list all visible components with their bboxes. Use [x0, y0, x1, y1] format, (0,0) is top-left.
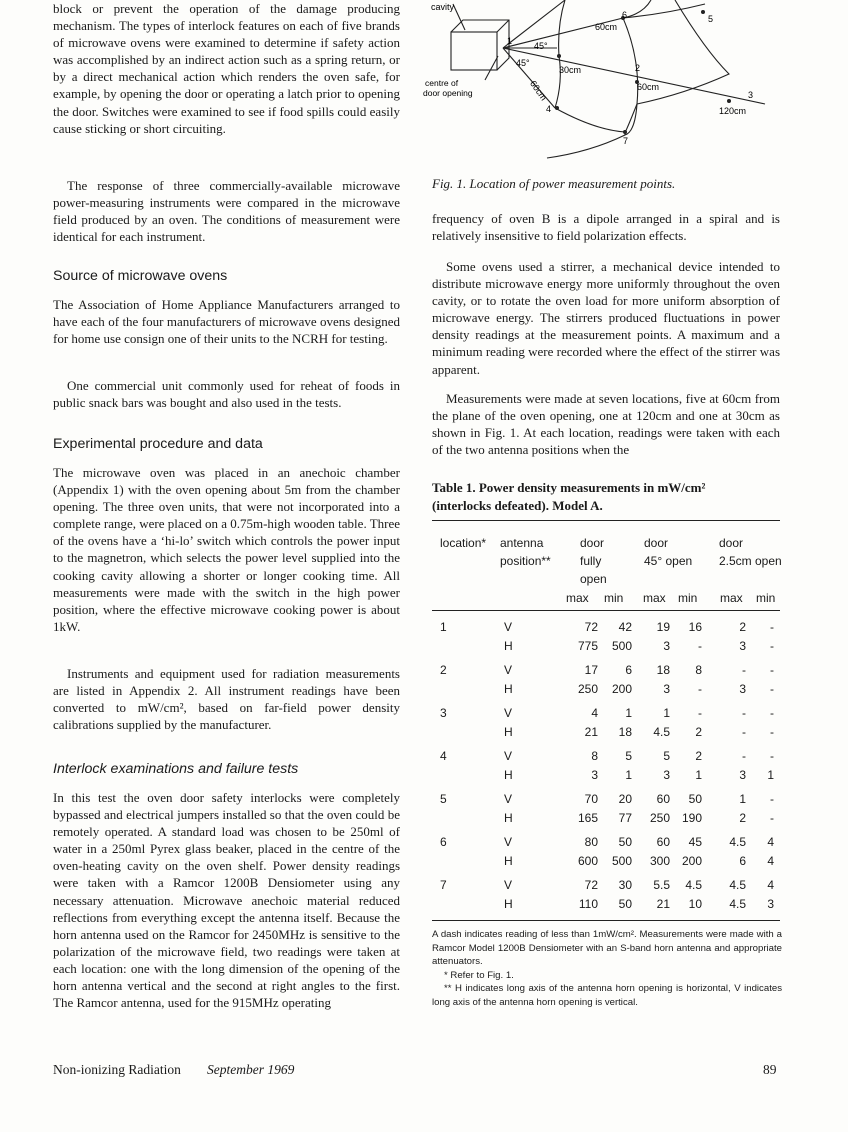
table-cell: 4 [591, 706, 598, 720]
table-cell: 4.5 [653, 725, 670, 739]
table-cell: - [742, 749, 746, 763]
table-cell: 4 [767, 878, 774, 892]
label-centre-2: door opening [423, 88, 473, 98]
point-4-label: 4 [546, 104, 552, 114]
header-door-full-2: fully [580, 554, 602, 568]
table-cell: 72 [584, 878, 598, 892]
table-cell: 165 [577, 811, 598, 825]
table-cell: 60 [656, 792, 670, 806]
table-cell: 4.5 [729, 835, 746, 849]
paragraph-interlock-types: block or prevent the operation of the damage producing mechanism. The types of interlock features on each of five brands of microwave ovens were examined to determine if safety action was accomplished by an indirect action such as a spring return, or by a direct mechanical action which renders the oven safe, for example, by opening the door or operating a latch prior to opening the door. Switches were examined to see if food spills could easily cause sticking or short circuiting. [53, 1, 400, 136]
table-cell: 18 [656, 663, 670, 677]
table-cell: 21 [584, 725, 598, 739]
table-cell: 3 [591, 768, 598, 782]
label-60cm-right: 60cm [637, 82, 660, 92]
table-cell: 18 [618, 725, 632, 739]
table-cell: 1 [663, 706, 670, 720]
header-door-45-1: door [644, 536, 669, 550]
point-5-label: 5 [708, 14, 714, 24]
heading-interlock: Interlock examinations and failure tests [53, 761, 299, 777]
table-cell: 1 [767, 768, 774, 782]
table-cell: 3 [739, 682, 746, 696]
table-cell: - [742, 725, 746, 739]
oven-cavity-box [451, 32, 497, 70]
table-cell: - [770, 663, 774, 677]
header-antenna-1: antenna [500, 536, 544, 550]
paragraph-commercial: One commercial unit commonly used for reheat of foods in public snack bars was bought and also used in the tests. [53, 378, 400, 411]
table-cell: - [770, 706, 774, 720]
table-cell: 50 [618, 897, 632, 911]
table-cell: 5 [625, 749, 632, 763]
paragraph-interlock-test: In this test the oven door safety interlocks were completely bypassed and electrical jumpers installed so that the oven could be remotely operated. A standard load was chosen to be 250ml of water in a 250ml Pyrex glass beaker, placed in the centre of the oven-heating cavity on the oven shelf. Power density readings were taken with a Ramcor 1200B Densiometer using any necessary attenuation. Microwave anechoic material reduced reflections from everything except the antenna itself. Because the horn antenna used on the Ramcor for 2450MHz is sensitive to the polarization of the microwave field, two readings were taken at each location: one with the long dimension of the opening of the horn antenna vertical and the second at right angles to the first. The Ramcor antenna, used for the 915MHz operating [53, 790, 400, 1011]
figure-1 [415, 0, 848, 200]
footer-journal: Non-ionizing Radiation [53, 1062, 181, 1077]
table-cell: 250 [577, 682, 598, 696]
note-refer: * Refer to Fig. 1. [444, 969, 514, 981]
table-cell: 7 [440, 878, 447, 892]
header-min-3: min [756, 591, 776, 605]
table-notes [432, 928, 782, 1010]
label-30cm: 30cm [559, 65, 582, 75]
table-cell: - [742, 663, 746, 677]
figure-caption: Fig. 1. Location of power measurement points. [432, 176, 676, 191]
point-3-label: 3 [748, 90, 754, 100]
table-cell: 60 [656, 835, 670, 849]
table-cell: H [504, 811, 513, 825]
table-cell: H [504, 682, 513, 696]
table-cell: 1 [625, 768, 632, 782]
heading-source: Source of microwave ovens [53, 268, 228, 284]
table-cell: 250 [649, 811, 670, 825]
paragraph-stirrer: Some ovens used a stirrer, a mechanical device intended to distribute microwave energy more uniformly throughout the oven cavity, or to rotate the oven load for more uniform absorption of microwave energy. The stirrers produced fluctuations in power density readings at the measurement points. A maximum and a minimum reading were recorded where the effect of the stirrer was apparent. [432, 259, 780, 377]
table-cell: 775 [577, 639, 598, 653]
table-cell: 16 [688, 620, 702, 634]
table-cell: 1 [695, 768, 702, 782]
table-cell: 6 [739, 854, 746, 868]
table-cell: - [770, 792, 774, 806]
label-angle-top: 45° [534, 41, 548, 51]
paragraph-measurements: Measurements were made at seven locations, five at 60cm from the plane of the oven opening, one at 120cm and one at 30cm as shown in Fig. 1. At each location, readings were taken with each of the two antenna positions when the [432, 391, 780, 458]
table-cell: 50 [688, 792, 702, 806]
table-cell: 4.5 [729, 897, 746, 911]
table-cell: V [504, 749, 513, 763]
table-cell: V [504, 663, 513, 677]
point-6-label: 6 [622, 10, 628, 20]
table-cell: 19 [656, 620, 670, 634]
table-cell: 2 [739, 620, 746, 634]
table-cell: - [770, 682, 774, 696]
note-h-v: ** H indicates long axis of the antenna horn opening is horizontal, V indicates long axis of the antenna horn opening is vertical. [432, 983, 782, 1008]
table-title-line-1: Table 1. Power density measurements in mW/cm² [432, 480, 706, 495]
note-dash: A dash indicates reading of less than 1mW/cm². Measurements were made with a Ramcor Model 1200B Densiometer with an S-band horn antenna and appropriate attenuators. [432, 929, 782, 968]
table-cell: V [504, 706, 513, 720]
table-cell: 500 [611, 854, 632, 868]
table-cell: V [504, 835, 513, 849]
table-cell: 45 [688, 835, 702, 849]
paragraph-association: The Association of Home Appliance Manufacturers arranged to have each of the four manufacturers of microwave ovens designed for home use consign one of their units to the NCRH for testing. [53, 297, 400, 347]
table-cell: 4 [767, 854, 774, 868]
label-60cm-top: 60cm [595, 22, 618, 32]
table-cell: - [770, 811, 774, 825]
header-min-1: min [604, 591, 624, 605]
power-density-table [432, 520, 782, 920]
label-60cm-diag: 60cm [527, 78, 549, 103]
table-cell: 3 [663, 768, 670, 782]
table-cell: 3 [767, 897, 774, 911]
header-door-45-2: 45° open [644, 554, 693, 568]
table-cell: 300 [649, 854, 670, 868]
table-cell: H [504, 897, 513, 911]
table-cell: 190 [681, 811, 702, 825]
header-max-2: max [643, 591, 666, 605]
header-door-full-1: door [580, 536, 605, 550]
heading-procedure: Experimental procedure and data [53, 436, 263, 452]
table-cell: 72 [584, 620, 598, 634]
table-cell: H [504, 725, 513, 739]
table-cell: 500 [611, 639, 632, 653]
table-cell: - [770, 639, 774, 653]
table-cell: V [504, 620, 513, 634]
table-cell: 5 [663, 749, 670, 763]
table-cell: 4 [767, 835, 774, 849]
table-cell: 2 [695, 749, 702, 763]
table-cell: - [770, 749, 774, 763]
table-cell: V [504, 792, 513, 806]
table-cell: 8 [695, 663, 702, 677]
header-location: location* [440, 536, 487, 550]
table-cell: 2 [695, 725, 702, 739]
table-cell: H [504, 854, 513, 868]
label-angle-bottom: 45° [516, 58, 530, 68]
table-cell: 10 [688, 897, 702, 911]
point-7-label: 7 [623, 136, 629, 146]
label-centre-1: centre of [425, 78, 459, 88]
table-cell: 3 [739, 768, 746, 782]
header-door-full-3: open [580, 572, 607, 586]
table-cell: 17 [584, 663, 598, 677]
table-cell: 4.5 [729, 878, 746, 892]
table-cell: 42 [618, 620, 632, 634]
table-cell: 77 [618, 811, 632, 825]
table-cell: V [504, 878, 513, 892]
point-2-label: 2 [635, 63, 641, 73]
table-cell: 3 [739, 639, 746, 653]
paragraph-response: The response of three commercially-available microwave power-measuring instruments were compared in the microwave field produced by an oven. The conditions of measurement were identical for each instrument. [53, 178, 400, 245]
table-cell: 1 [739, 792, 746, 806]
table-cell: 1 [440, 620, 447, 634]
table-cell: 30 [618, 878, 632, 892]
header-door-25-2: 2.5cm open [719, 554, 782, 568]
table-cell: 3 [663, 682, 670, 696]
table-cell: - [698, 639, 702, 653]
table-cell: 200 [611, 682, 632, 696]
table-cell: 110 [578, 897, 598, 911]
table-cell: 50 [618, 835, 632, 849]
table-cell: 4 [440, 749, 447, 763]
header-door-25-1: door [719, 536, 744, 550]
table-cell: 5 [440, 792, 447, 806]
point-1-label: 1 [507, 36, 513, 46]
header-antenna-2: position** [500, 554, 551, 568]
table-cell: 1 [625, 706, 632, 720]
paragraph-placed: The microwave oven was placed in an anechoic chamber (Appendix 1) with the oven opening about 5m from the chamber opening. The three oven units, that were not incorporated into a complete range, were placed on a 0.75m-high wooden table. Three of the ovens have a ‘hi-lo’ switch which controls the power input to the magnetron, which selects the power level supplied into the cooking cavity allowing a shorter or longer cooking time. All measurements were made with the switch in the high power position, where the effective microwave cooking power is about 1kW. [53, 465, 401, 634]
table-cell: 80 [584, 835, 598, 849]
table-cell: - [698, 682, 702, 696]
header-min-2: min [678, 591, 698, 605]
table-cell: 70 [584, 792, 598, 806]
table-cell: 8 [591, 749, 598, 763]
table-cell: - [742, 706, 746, 720]
table-cell: 6 [440, 835, 447, 849]
label-cavity: cavity [431, 2, 455, 12]
table-cell: 3 [663, 639, 670, 653]
table-cell: H [504, 639, 513, 653]
header-max-1: max [566, 591, 589, 605]
measurement-points-diagram [415, 0, 848, 170]
label-120cm: 120cm [719, 106, 747, 116]
table-cell: - [770, 725, 774, 739]
table-cell: 2 [440, 663, 447, 677]
table-cell: 600 [577, 854, 598, 868]
paragraph-frequency: frequency of oven B is a dipole arranged in a spiral and is relatively insensitive to field polarization effects. [432, 211, 780, 244]
paragraph-instruments: Instruments and equipment used for radiation measurements are listed in Appendix 2. All instrument readings have been converted to mW/cm², based on far-field power density calibrations supplied by the manufacturer. [53, 666, 400, 733]
table-cell: - [698, 706, 702, 720]
footer-date: September 1969 [207, 1062, 295, 1077]
table-cell: 5.5 [653, 878, 670, 892]
table-cell: 21 [656, 897, 670, 911]
table-cell: 3 [440, 706, 447, 720]
table-cell: 2 [739, 811, 746, 825]
table-cell: 200 [681, 854, 702, 868]
table-cell: H [504, 768, 513, 782]
footer-page-number: 89 [763, 1062, 777, 1077]
table-cell: 4.5 [685, 878, 702, 892]
header-max-3: max [720, 591, 743, 605]
table-cell: 20 [618, 792, 632, 806]
table-title-line-2: (interlocks defeated). Model A. [432, 498, 603, 513]
table-cell: 6 [625, 663, 632, 677]
table-cell: - [770, 620, 774, 634]
